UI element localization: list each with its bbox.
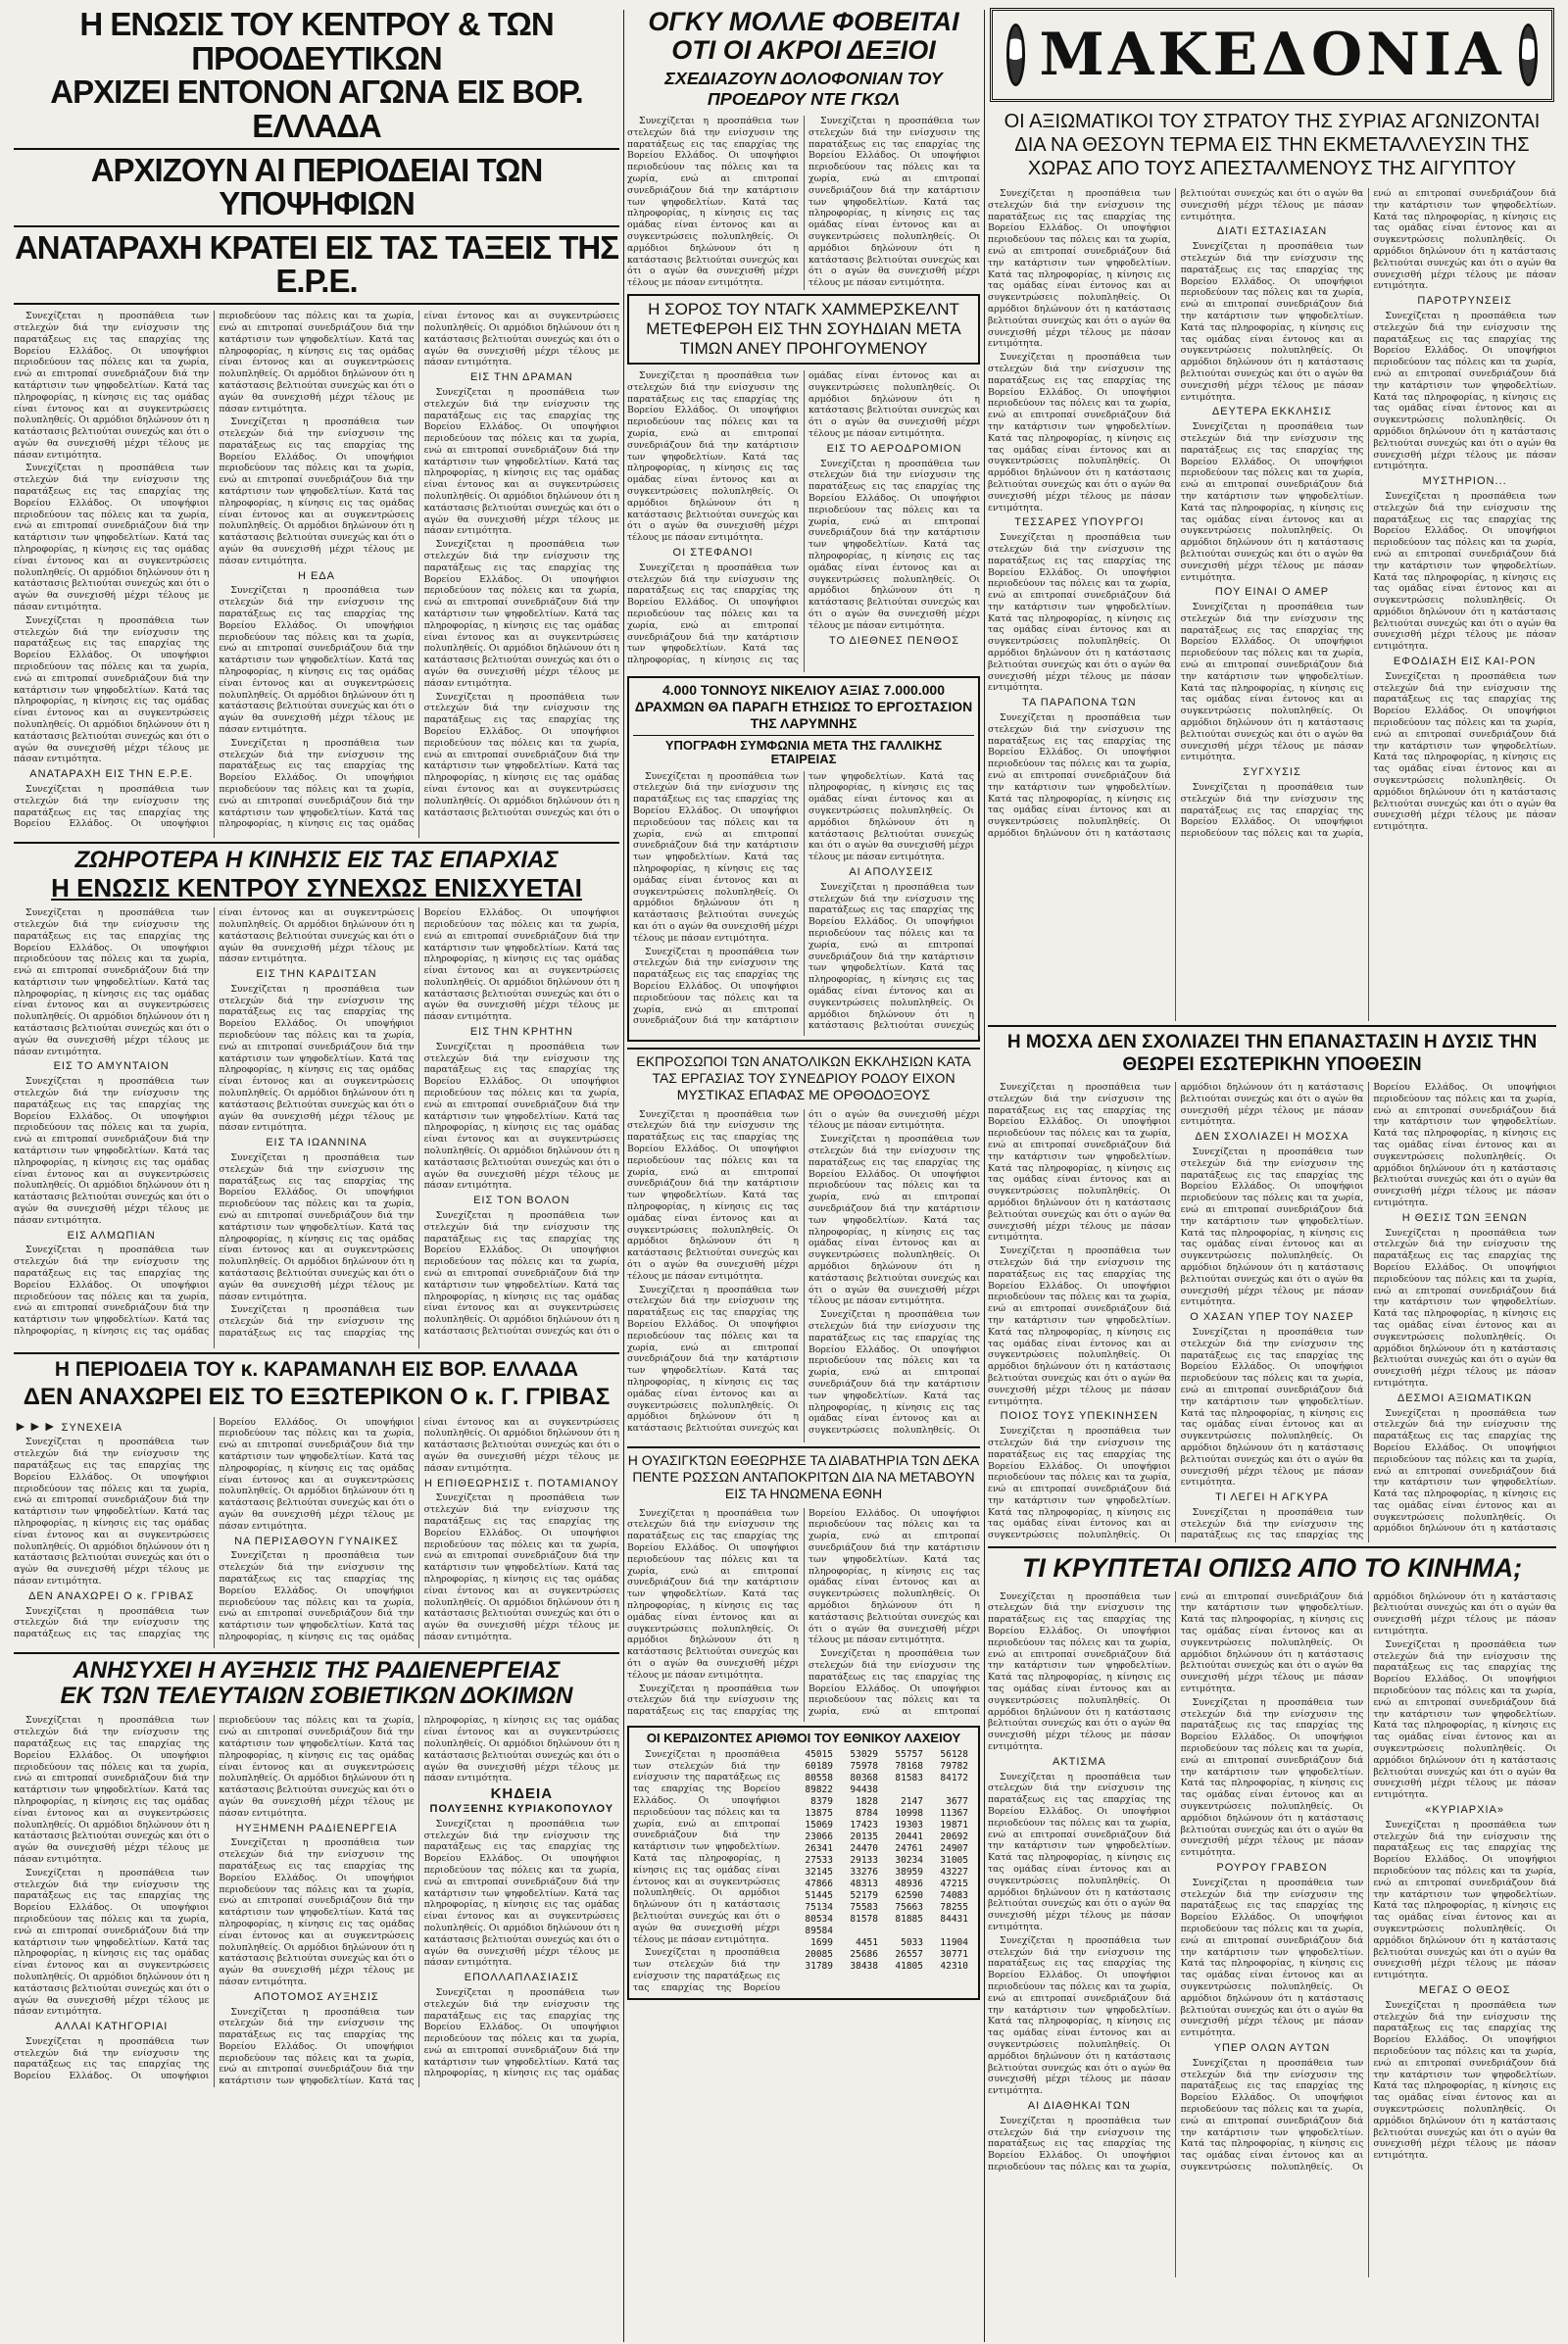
continued-label	[14, 1417, 209, 1435]
article-paragraph: Συνεχίζεται η προσπάθεια των στελεχών διά την ενίσχυσιν της παρατάξεως εις τας επαρχίας της Βορείου Ελλάδος. Οι υποψήφιοι περιοδεύουν τας πόλεις και τα χωρία, ενώ αι επιτροπαί συνεδριάζουν διά την κατάρτισιν των ψηφοδελτίων. Κατά τας πληροφορίας, η κίνησις εις τας ομάδας είναι έντονος και αι συγκεντρώσεις πολυπληθείς. Οι αρμόδιοι δηλώνουν ότι η κατάστασις βελτιούται συνεχώς και ότι ο αγών θα συνεχισθή μέχρι τέλους με πάσαν εντιμότητα.	[219, 1715, 619, 2087]
section-subhead: ΤΕΣΣΑΡΕΣ ΥΠΟΥΡΓΟΙ	[1014, 516, 1145, 529]
headline-gaullism: ΟΓΚΥ ΜΟΛΛΕ ΦΟΒΕΙΤΑΙ ΟΤΙ ΟΙ ΑΚΡΟΙ ΔΕΞΙΟΙ	[648, 7, 959, 65]
lottery-number: 74083	[940, 1889, 968, 1901]
lottery-number: 80558	[805, 1772, 833, 1783]
article-paragraph: Συνεχίζεται η προσπάθεια των στελεχών διά την ενίσχυσιν της παρατάξεως εις τας επαρχίας της Βορείου Ελλάδος. Οι υποψήφιοι περιοδεύουν τας πόλεις και τα χωρία, ενώ αι επιτροπαί συνεδριάζουν διά την κατάρτισιν των ψηφοδελτίων. Κατά τας πληροφορίας, η κίνησις εις τας ομάδας είναι έντονος και αι συγκεντρώσεις πολυπληθείς. Οι αρμόδιοι δηλώνουν ότι η κατάστασις βελτιούται συνεχώς	[808, 881, 974, 1032]
headline-movement: ΤΙ ΚΡΥΠΤΕΤΑΙ ΟΠΙΣΩ ΑΠΟ ΤΟ ΚΙΝΗΜΑ;	[1021, 1553, 1523, 1583]
lottery-number: 23066	[805, 1831, 833, 1842]
section-subhead: ΕΙΣ ΤΟ ΑΕΡΟΔΡΟΜΙΟΝ	[826, 442, 962, 455]
middle-column	[627, 0, 980, 2344]
lead-headline-1: Η ΕΝΩΣΙΣ ΤΟΥ ΚΕΝΤΡΟΥ & ΤΩΝ ΠΡΟΟΔΕΥΤΙΚΩΝ	[79, 6, 554, 76]
lottery-number: 56128	[940, 1748, 968, 1760]
lottery-number: 26341	[805, 1842, 833, 1854]
article-paragraph: Συνεχίζεται η προσπάθεια των στελεχών διά την ενίσχυσιν της παρατάξεως εις τας επαρχίας της Βορείου Ελλάδος. Οι υποψήφιοι περιοδεύουν τας πόλεις και τα χωρία, ενώ αι επιτροπαί συνεδριάζουν διά την κατάρτισιν των ψηφοδελτίων. Κατά τας πληροφορίας, η κίνησις εις τας ομάδας είναι έντονος και αι συγκεντρώσεις πολυπληθείς. Οι αρμόδιοι δηλώνουν ότι η κατάστασις βελτιούται συνεχώς και ότι ο αγών θα συνεχισθή μέχρι τέλους με πάσαν εντιμότητα.	[14, 1076, 210, 1226]
lottery-number: 78168	[895, 1760, 923, 1772]
column-rule	[623, 10, 624, 2342]
article-paragraph: Συνεχίζεται η προσπάθεια των στελεχών διά την ενίσχυσιν της παρατάξεως εις τας επαρχίας της Βορείου Ελλάδος. Οι υποψήφιοι περιοδεύουν τας πόλεις και τα χωρία, ενώ αι επιτροπαί συνεδριάζουν διά την κατάρτισιν των ψηφοδελτίων. Κατά τας πληροφορίας, η κίνησις εις τας ομάδας είναι έντονος και αι συγκεντρώσεις πολυπληθείς. Οι αρμόδιοι δηλώνουν ότι η κατάστασις βελτιούται συνεχώς και ότι ο αγών θα συνεχισθή μέχρι τέλους με πάσαν εντιμότητα.	[219, 311, 619, 830]
article-paragraph: Συνεχίζεται η προσπάθεια των στελεχών διά την ενίσχυσιν της παρατάξεως εις τας επαρχίας της Βορείου Ελλάδος. Οι υποψήφιοι περιοδεύουν τας πόλεις και τα χωρία, ενώ αι επιτροπαί συνεδριάζουν διά την κατάρτισιν των ψηφοδελτίων. Κατά τας πληροφορίας, η κίνησις εις τας ομάδας είναι έντονος και αι συγκεντρώσεις πολυπληθείς. Οι αρμόδιοι δηλώνουν ότι η κατάστασις βελτιούται συνεχώς και ότι ο αγών θα συνεχισθή μέχρι τέλους με πάσαν εντιμότητα.	[1373, 670, 1556, 833]
section-subhead: ΑΙ ΑΠΟΛΥΣΕΙΣ	[849, 865, 934, 878]
section-subhead: ΕΙΣ ΑΛΜΩΠΙΑΝ	[67, 1229, 156, 1242]
lead-headline-2: ΑΡΧΙΖΕΙ ΕΝΤΟΝΟΝ ΑΓΩΝΑ ΕΙΣ ΒΟΡ. ΕΛΛΑΔΑ	[50, 73, 583, 144]
section-subhead: ΔΕΥΤΕΡΑ ΕΚΚΛΗΣΙΣ	[1211, 406, 1333, 418]
article-paragraph: Συνεχίζεται η προσπάθεια των στελεχών διά την ενίσχυσιν της παρατάξεως εις τας επαρχίας της Βορείου Ελλάδος. Οι υποψήφιοι περιοδεύουν τας πόλεις και τα χωρία, ενώ αι επιτροπαί συνεδριάζουν διά την κατάρτισιν των ψηφοδελτίων. Κατά τας πληροφορίας, η κίνησις εις τας ομάδας είναι έντονος και αι συγκεντρώσεις πολυπληθείς. Οι αρμόδιοι δηλώνουν ότι η κατάστασις βελτιούται συνεχώς και ότι ο αγών θα συνεχισθή μέχρι τέλους με πάσαν εντιμότητα.	[808, 458, 980, 631]
lottery-row	[788, 1937, 968, 1949]
lottery-number: 48313	[850, 1878, 878, 1889]
article-paragraph: Συνεχίζεται η προσπάθεια των στελεχών διά την ενίσχυσιν της παρατάξεως εις τας επαρχίας της Βορείου Ελλάδος. Οι υποψήφιοι περιοδεύουν τας πόλεις και τα χωρία, ενώ αι επιτροπαί συνεδριάζουν διά την κατάρτισιν των ψηφοδελτίων. Κατά τας πληροφορίας, η κίνησις εις τας ομάδας είναι έντονος και αι συγκεντρώσεις πολυπληθείς. Οι αρμόδιοι δηλώνουν ότι η κατάστασις βελτιούται συνεχώς και ότι ο αγών θα συνεχισθή μέχρι τέλους με πάσαν εντιμότητα.	[1373, 1638, 1556, 1801]
moscow-article-body	[988, 1082, 1556, 1542]
article-paragraph: Συνεχίζεται η προσπάθεια των στελεχών διά την ενίσχυσιν της παρατάξεως εις τας επαρχίας της Βορείου Ελλάδος. Οι υποψήφιοι περιοδεύουν τας πόλεις και τα χωρία, ενώ αι επιτροπαί συνεδριάζουν διά την κατάρτισιν των ψηφοδελτίων. Κατά τας πληροφορίας, η κίνησις εις τας ομάδας είναι έντονος και αι συγκεντρώσεις πολυπληθείς. Οι αρμόδιοι δηλώνουν ότι η κατάστασις βελτιούται συνεχώς και ότι ο αγών θα συνεχισθή μέχρι τέλους με πάσαν εντιμότητα.	[633, 770, 974, 1027]
section-subhead: Η ΘΕΣΙΣ ΤΩΝ ΞΕΝΩΝ	[1401, 1211, 1528, 1224]
lottery-number: 32145	[805, 1866, 833, 1878]
lottery-number: 20441	[895, 1831, 923, 1842]
lottery-number: 80534	[805, 1913, 833, 1925]
article-paragraph: Συνεχίζεται η προσπάθεια των στελεχών διά την ενίσχυσιν της παρατάξεως εις τας επαρχίας της Βορείου Ελλάδος. Οι υποψήφιοι περιοδεύουν τας πόλεις και τα χωρία, ενώ αι επιτροπαί συνεδριάζουν διά την κατάρτισιν των ψηφοδελτίων. Κατά τας πληροφορίας, η κίνησις εις τας ομάδας είναι έντονος και αι συγκεντρώσεις πολυπληθείς. Οι αρμόδιοι δηλώνουν ότι η κατάστασις βελτιούται συνεχώς και ότι ο αγών θα συνεχισθή μέχρι τέλους με πάσαν εντιμότητα.	[14, 1416, 415, 1640]
lottery-number: 41805	[895, 1960, 923, 1972]
lottery-row	[788, 1843, 968, 1855]
article-paragraph: Συνεχίζεται η προσπάθεια των στελεχών διά την ενίσχυσιν της παρατάξεως εις τας επαρχίας της Βορείου Ελλάδος. Οι υποψήφιοι περιοδεύουν τας πόλεις και τα χωρία, ενώ αι επιτροπαί συνεδριάζουν διά την κατάρτισιν των ψηφοδελτίων. Κατά τας πληροφορίας, η κίνησις εις τας ομάδας είναι έντονος και αι συγκεντρώσεις πολυπληθείς. Οι αρμόδιοι δηλώνουν ότι η κατάστασις βελτιούται συνεχώς και ότι ο αγών θα συνεχισθή μέχρι τέλους με πάσαν εντιμότητα.	[627, 1507, 799, 1681]
article-paragraph: Συνεχίζεται η προσπάθεια των στελεχών διά την ενίσχυσιν της παρατάξεως εις τας επαρχίας της Βορείου Ελλάδος. Οι υποψήφιοι περιοδεύουν τας πόλεις και τα χωρία, ενώ αι επιτροπαί συνεδριάζουν διά την κατάρτισιν των ψηφοδελτίων. Κατά τας πληροφορίας, η κίνησις εις τας ομάδας είναι έντονος και αι συγκεντρώσεις πολυπληθείς. Οι αρμόδιοι δηλώνουν ότι η κατάστασις βελτιούται συνεχώς και ότι ο αγών θα συνεχισθή μέχρι τέλους με πάσαν εντιμότητα.	[219, 983, 415, 1134]
right-column	[988, 110, 1556, 2344]
section-subhead: ΔΕΝ ΑΝΑΧΩΡΕΙ Ο κ. ΓΡΙΒΑΣ	[28, 1589, 195, 1602]
lottery-number: 75134	[805, 1901, 833, 1913]
lottery-number: 47215	[940, 1878, 968, 1889]
article-paragraph: Συνεχίζεται η προσπάθεια των στελεχών διά την ενίσχυσιν της παρατάξεως εις τας επαρχίας της Βορείου Ελλάδος. Οι υποψήφιοι περιοδεύουν τας πόλεις και τα χωρία, ενώ αι επιτροπαί συνεδριάζουν διά την κατάρτισιν των ψηφοδελτίων. Κατά τας πληροφορίας, η κίνησις εις τας ομάδας είναι έντονος και αι συγκεντρώσεις πολυπληθείς. Οι αρμόδιοι δηλώνουν ότι η κατάστασις βελτιούται συνεχώς και ότι ο	[423, 1210, 619, 1337]
lottery-number: 80368	[850, 1772, 878, 1783]
lottery-row	[788, 1867, 968, 1879]
headline-syria: ΟΙ ΑΞΙΩΜΑΤΙΚΟΙ ΤΟΥ ΣΤΡΑΤΟΥ ΤΗΣ ΣΥΡΙΑΣ ΑΓΩΝΙΖΟΝΤΑΙ ΔΙΑ ΝΑ ΘΕΣΟΥΝ ΤΕΡΜΑ ΕΙΣ ΤΗΝ ΕΚΜΕΤΑΛΛΕΥΣΙΝ ΤΗΣ ΧΩΡΑΣ ΑΠΟ ΤΟΥΣ ΑΠΕΣΤΑΛΜΕΝΟΥΣ ΤΗΣ ΑΙΓΥΠΤΟΥ	[1004, 111, 1541, 179]
lottery-number: 81578	[850, 1913, 878, 1925]
article-paragraph: Συνεχίζεται η προσπάθεια των στελεχών διά την ενίσχυσιν της παρατάξεως εις τας επαρχίας της Βορείου Ελλάδος. Οι υποψήφιοι περιοδεύουν τας πόλεις και τα χωρία, ενώ αι επιτροπαί συνεδριάζουν διά την κατάρτισιν των ψηφοδελτίων. Κατά τας πληροφορίας, η κίνησις εις τας ομάδας είναι έντονος και αι συγκεντρώσεις πολυπληθείς. Οι αρμόδιοι δηλώνουν ότι η κατάστασις βελτιούται συνεχώς και ότι ο αγών θα συνεχισθή μέχρι τέλους με πάσαν εντιμότητα.	[1373, 1227, 1556, 1389]
section-subhead: ΑΠΟΤΟΜΟΣ ΑΥΞΗΣΙΣ	[254, 1990, 379, 2003]
article-paragraph: Συνεχίζεται η προσπάθεια των στελεχών διά την ενίσχυσιν της παρατάξεως εις τας επαρχίας της Βορείου Ελλάδος. Οι υποψήφιοι περιοδεύουν τας πόλεις και τα χωρία, ενώ αι επιτροπαί συνεδριάζουν διά την κατάρτισιν των ψηφοδελτίων. Κατά τας πληροφορίας, η κίνησις εις τας ομάδας είναι έντονος και αι συγκεντρώσεις πολυπληθείς. Οι αρμόδιοι δηλώνουν ότι η κατάστασις βελτιούται συνεχώς και ότι ο αγών θα συνεχισθή μέχρι τέλους με πάσαν εντιμότητα.	[423, 1818, 619, 1969]
lottery-number: 30234	[895, 1854, 923, 1866]
section-subhead: ΔΕΝ ΣΧΟΛΙΑΖΕΙ Η ΜΟΣΧΑ	[1195, 1131, 1349, 1144]
lottery-number: 8379	[810, 1795, 833, 1807]
section-subhead: Ο ΧΑΣΑΝ ΥΠΕΡ ΤΟΥ ΝΑΣΕΡ	[1190, 1311, 1354, 1324]
headline-nickel: 4.000 ΤΟΝΝΟΥΣ ΝΙΚΕΛΙΟΥ ΑΞΙΑΣ 7.000.000 ΔΡΑΧΜΩΝ ΘΑ ΠΑΡΑΓΗ ΕΤΗΣΙΩΣ ΤΟ ΕΡΓΟΣΤΑΣΙΟΝ ΤΗΣ ΛΑΡΥΜΝΗΣ	[634, 682, 973, 731]
lottery-number: 94438	[850, 1783, 878, 1795]
lottery-number: 11367	[940, 1807, 968, 1819]
lottery-number: 27533	[805, 1854, 833, 1866]
article-paragraph: Συνεχίζεται η προσπάθεια των στελεχών διά την ενίσχυσιν της παρατάξεως εις τας επαρχίας της Βορείου	[633, 1947, 780, 1993]
lottery-number: 19303	[895, 1819, 923, 1831]
section-subhead: ΡΟΥΡΟΥ ΓΡΑΒΣΟΝ	[1216, 1862, 1328, 1875]
lottery-row	[788, 1961, 968, 1973]
lottery-number: 5033	[901, 1936, 923, 1948]
lottery-row	[788, 1855, 968, 1867]
provinces-article-body	[14, 907, 619, 1348]
divider	[14, 303, 619, 305]
lottery-number: 30771	[940, 1948, 968, 1960]
section-subhead: ΕΠΟΛΛΑΠΛΑΣΙΑΣΙΣ	[464, 1972, 579, 1984]
section-subhead: ΗΥΞΗΜΕΝΗ ΡΑΔΙΕΝΕΡΓΕΙΑ	[235, 1822, 398, 1834]
lottery-row	[788, 1949, 968, 1961]
lottery-row	[788, 1926, 968, 1937]
lottery-number: 25686	[850, 1948, 878, 1960]
lottery-number: 52179	[850, 1889, 878, 1901]
lottery-number: 33276	[850, 1866, 878, 1878]
lottery-number: 47866	[805, 1878, 833, 1889]
lottery-number: 38959	[895, 1866, 923, 1878]
lottery-number: 75663	[895, 1901, 923, 1913]
lottery-number: 29133	[850, 1854, 878, 1866]
headline-agreement: ΥΠΟΓΡΑΦΗ ΣΥΜΦΩΝΙΑ ΜΕΤΑ ΤΗΣ ΓΑΛΛΙΚΗΣ ΕΤΑΙΡΕΙΑΣ	[633, 735, 974, 767]
syria-article-body	[988, 188, 1556, 1021]
lottery-row	[788, 1879, 968, 1890]
lottery-row	[788, 1890, 968, 1902]
article-paragraph: Συνεχίζεται η προσπάθεια των στελεχών διά την ενίσχυσιν της παρατάξεως εις τας επαρχίας της Βορείου Ελλάδος. Οι υποψήφιοι περιοδεύουν τας πόλεις και τα χωρία, ενώ αι επιτροπαί συνεδριάζουν διά την κατάρτισιν των ψηφοδελτίων. Κατά τας πληροφορίας, η κίνησις εις τας ομάδας είναι έντονος και αι συγκεντρώσεις πολυπληθείς. Οι αρμόδιοι δηλώνουν ότι η κατάστασις	[1373, 1407, 1556, 1535]
section-subhead: ΠΟΙΟΣ ΤΟΥΣ ΥΠΕΚΙΝΗΣΕΝ	[1000, 1410, 1159, 1423]
section-subhead: ΥΠΕΡ ΟΛΩΝ ΑΥΤΩΝ	[1213, 2041, 1331, 2054]
section-subhead: ΕΙΣ ΤΗΝ ΚΡΗΤΗΝ	[469, 1026, 573, 1039]
section-subhead: ΜΥΣΤΗΡΙΟΝ...	[1422, 475, 1507, 488]
article-paragraph: Συνεχίζεται η προσπάθεια των στελεχών διά την ενίσχυσιν της παρατάξεως εις τας επαρχίας της Βορείου Ελλάδος. Οι υποψήφιοι περιοδεύουν τας πόλεις και τα χωρία, ενώ αι επιτροπαί συνεδριάζουν διά την κατάρτισιν των ψηφοδελτίων. Κατά τας πληροφορίας, η κίνησις εις τας ομάδας είναι έντονος και αι συγκεντρώσεις πολυπληθείς. Οι αρμόδιοι δηλώνουν ότι η κατάστασις βελτιούται συνεχώς και ότι ο αγών θα συνεχισθή μέχρι τέλους με πάσαν εντιμότητα.	[633, 1748, 780, 1945]
lottery-number: 51445	[805, 1889, 833, 1901]
lottery-number: 26557	[895, 1948, 923, 1960]
article-paragraph: Συνεχίζεται η προσπάθεια των στελεχών διά την ενίσχυσιν της παρατάξεως εις τας επαρχίας της Βορείου Ελλάδος. Οι υποψήφιοι περιοδεύουν τας πόλεις και τα χωρία, ενώ αι επιτροπαί συνεδριάζουν διά την κατάρτισιν των ψηφοδελτίων. Κατά τας πληροφορίας, η κίνησις εις τας ομάδας είναι έντονος και αι συγκεντρώσεις πολυπληθείς. Οι αρμόδιοι δηλώνουν ότι η κατάστασις βελτιούται συνεχώς και ότι ο αγών θα συνεχισθή μέχρι τέλους με πάσαν εντιμότητα.	[14, 1867, 210, 2018]
lottery-number: 89822	[805, 1783, 833, 1795]
lottery-number: 17423	[850, 1819, 878, 1831]
headline-lottery: ΟΙ ΚΕΡΔΙΖΟΝΤΕΣ ΑΡΙΘΜΟΙ ΤΟΥ ΕΘΝΙΚΟΥ ΛΑΧΕΙΟΥ	[646, 1730, 961, 1745]
lottery-number: 20135	[850, 1831, 878, 1842]
article-paragraph: Συνεχίζεται η προσπάθεια των στελεχών διά την ενίσχυσιν της παρατάξεως εις τας επαρχίας της Βορείου Ελλάδος. Οι υποψήφιοι περιοδεύουν τας πόλεις και τα χωρία, ενώ αι επιτροπαί συνεδριάζουν διά την κατάρτισιν των ψηφοδελτίων. Κατά τας πληροφορίας, η κίνησις εις τας ομάδας είναι έντονος και αι συγκεντρώσεις πολυπληθείς. Οι αρμόδιοι δηλώνουν ότι η κατάστασις βελτιούται συνεχώς και ότι ο αγών θα συνεχισθή μέχρι τέλους με πάσαν εντιμότητα.	[423, 1492, 619, 1642]
lottery-number: 42310	[940, 1960, 968, 1972]
section-subhead: ΕΦΟΔΙΑΣΗ ΕΙΣ ΚΑΙ-ΡΟΝ	[1393, 656, 1537, 668]
section-subhead: «ΚΥΡΙΑΡΧΙΑ»	[1425, 1804, 1504, 1817]
article-paragraph: Συνεχίζεται η προσπάθεια των στελεχών διά την ενίσχυσιν της παρατάξεως εις τας επαρχίας της Βορείου Ελλάδος. Οι υποψήφιοι περιοδεύουν τας πόλεις και τα χωρία, ενώ αι επιτροπαί συνεδριάζουν διά την κατάρτισιν των ψηφοδελτίων. Κατά τας πληροφορίας, η κίνησις εις τας ομάδας είναι έντονος και αι συγκεντρώσεις πολυπληθείς. Οι αρμόδιοι δηλώνουν ότι η κατάστασις βελτιούται συνεχώς και ότι ο αγών θα συνεχισθή μέχρι τέλους με πάσαν εντιμότητα.	[988, 1082, 1364, 1541]
headline-karamanlis-tour: Η ΠΕΡΙΟΔΕΙΑ ΤΟΥ κ. ΚΑΡΑΜΑΝΛΗ ΕΙΣ ΒΟΡ. ΕΛΛΑΔΑ	[54, 1358, 579, 1382]
lottery-number: 3677	[946, 1795, 968, 1807]
lottery-number: 84172	[940, 1772, 968, 1783]
article-paragraph: Συνεχίζεται η προσπάθεια των στελεχών διά την ενίσχυσιν της παρατάξεως εις τας επαρχίας της Βορείου Ελλάδος. Οι υποψήφιοι περιοδεύουν τας πόλεις και τα χωρία, ενώ αι επιτροπαί συνεδριάζουν διά την κατάρτισιν των ψηφοδελτίων. Κατά τας πληροφορίας, η κίνησις εις τας ομάδας είναι έντονος και αι συγκεντρώσεις πολυπληθείς. Οι αρμόδιοι δηλώνουν ότι η κατάστασις βελτιούται συνεχώς και ότι ο αγών θα συνεχισθή μέχρι τέλους με πάσαν εντιμότητα.	[14, 1437, 210, 1587]
section-subhead: ΔΕΣΜΟΙ ΑΞΙΩΜΑΤΙΚΩΝ	[1396, 1392, 1533, 1404]
lottery-number: 89584	[805, 1925, 833, 1936]
lottery-number: 31005	[940, 1854, 968, 1866]
lottery-number: 55757	[895, 1748, 923, 1760]
lottery-number: 31789	[805, 1960, 833, 1972]
article-paragraph: Συνεχίζεται η προσπάθεια των στελεχών διά την ενίσχυσιν της παρατάξεως εις τας επαρχίας της Βορείου Ελλάδος. Οι υποψήφιοι περιοδεύουν τας πόλεις και τα χωρία, ενώ αι επιτροπαί συνεδριάζουν διά την κατάρτισιν των ψηφοδελτίων. Κατά τας πληροφορίας, η κίνησις εις τας ομάδας είναι έντονος και αι συγκεντρώσεις πολυπληθείς. Οι αρμόδιοι δηλώνουν ότι η κατάστασις βελτιούται συνεχώς και ότι ο αγών θα συνεχισθή μέχρι τέλους με πάσαν εντιμότητα.	[219, 1152, 415, 1302]
article-paragraph: Συνεχίζεται η προσπάθεια των στελεχών διά την ενίσχυσιν της παρατάξεως εις τας επαρχίας της Βορείου Ελλάδος. Οι υποψήφιοι περιοδεύουν τας πόλεις και τα χωρία, ενώ αι επιτροπαί συνεδριάζουν διά την κατάρτισιν των ψηφοδελτίων. Κατά τας πληροφορίας, η κίνησις εις τας ομάδας είναι έντονος και αι συγκεντρώσεις πολυπληθείς. Οι αρμόδιοι δηλώνουν ότι η κατάστασις βελτιούται συνεχώς και ότι ο αγών θα συνεχισθή μέχρι τέλους με πάσαν εντιμότητα.	[423, 539, 619, 689]
hammarskjold-box	[627, 294, 980, 365]
lottery-row	[788, 1796, 968, 1808]
section-subhead: ΤΑ ΠΑΡΑΠΟΝΑ ΤΩΝ	[1022, 697, 1137, 709]
section-subhead: ΣΥΓΧΥΣΙΣ	[1243, 766, 1301, 779]
lottery-row	[788, 1761, 968, 1773]
article-paragraph: Συνεχίζεται η προσπάθεια των στελεχών διά την ενίσχυσιν της παρατάξεως εις τας επαρχίας της Βορείου Ελλάδος. Οι υποψήφιοι περιοδεύουν τας πόλεις και τα χωρία, ενώ αι επιτροπαί συνεδριάζουν διά την κατάρτισιν των ψηφοδελτίων. Κατά τας πληροφορίας, η κίνησις εις τας ομάδας είναι έντονος και αι συγκεντρώσεις πολυπληθείς. Οι αρμόδιοι δηλώνουν ότι η κατάστασις βελτιούται συνεχώς και ότι ο αγών θα συνεχισθή μέχρι τέλους με πάσαν εντιμότητα.	[219, 1416, 619, 1642]
lottery-number: 45015	[805, 1748, 833, 1760]
article-paragraph: Συνεχίζεται η προσπάθεια των στελεχών διά την ενίσχυσιν της παρατάξεως εις τας επαρχίας της Βορείου Ελλάδος. Οι υποψήφιοι περιοδεύουν τας πόλεις και τα χωρία, ενώ αι επιτροπαί συνεδριάζουν διά την κατάρτισιν των ψηφοδελτίων. Κατά τας πληροφορίας, η κίνησις εις τας ομάδας είναι έντονος και αι συγκεντρώσεις πολυπληθείς. Οι αρμόδιοι δηλώνουν ότι η κατάστασις βελτιούται συνεχώς και ότι ο αγών θα συνεχισθή μέχρι τέλους με πάσαν εντιμότητα.	[14, 614, 210, 765]
article-paragraph: Συνεχίζεται η προσπάθεια των στελεχών διά την ενίσχυσιν της παρατάξεως εις τας επαρχίας της Βορείου Ελλάδος. Οι υποψήφιοι περιοδεύουν τας πόλεις και τα χωρία, ενώ αι επιτροπαί συνεδριάζουν διά την κατάρτισιν των ψηφοδελτίων. Κατά τας πληροφορίας, η κίνησις εις τας ομάδας είναι έντονος και αι συγκεντρώσεις πολυπληθείς. Οι αρμόδιοι δηλώνουν ότι η κατάστασις βελτιούται συνεχώς και ότι ο αγών θα συνεχισθή μέχρι τέλους με πάσαν εντιμότητα.	[808, 1134, 980, 1307]
section-subhead: ΔΙΑΤΙ ΕΣΤΑΣΙΑΣΑΝ	[1216, 225, 1328, 238]
lottery-number: 62590	[895, 1889, 923, 1901]
alexander-medallion-icon	[1519, 24, 1538, 86]
left-column	[14, 0, 619, 2344]
section-subhead: ΕΙΣ ΤΟΝ ΒΟΛΟΝ	[473, 1195, 570, 1207]
article-paragraph: Συνεχίζεται η προσπάθεια των στελεχών διά την ενίσχυσιν της παρατάξεως εις τας επαρχίας της Βορείου Ελλάδος. Οι υποψήφιοι περιοδεύουν τας πόλεις και τα χωρία, ενώ αι επιτροπαί συνεδριάζουν διά την κατάρτισιν των ψηφοδελτίων. Κατά τας πληροφορίας, η κίνησις εις τας ομάδας είναι έντονος και αι συγκεντρώσεις πολυπληθείς. Οι αρμόδιοι δηλώνουν ότι η κατάστασις βελτιούται συνεχώς και ότι ο αγών θα συνεχισθή μέχρι τέλους με πάσαν εντιμότητα.	[988, 1590, 1364, 2173]
lottery-number: 13875	[805, 1807, 833, 1819]
lottery-row	[788, 1820, 968, 1831]
lottery-numbers-table	[788, 1749, 968, 1994]
article-paragraph: Συνεχίζεται η προσπάθεια των στελεχών διά την ενίσχυσιν της παρατάξεως εις τας επαρχίας της Βορείου Ελλάδος. Οι υποψήφιοι περιοδεύουν τας πόλεις και τα χωρία, ενώ αι επιτροπαί συνεδριάζουν διά την κατάρτισιν των ψηφοδελτίων. Κατά τας πληροφορίας, η κίνησις εις τας ομάδας	[423, 1986, 619, 2079]
lottery-number: 20085	[805, 1948, 833, 1960]
article-paragraph: Συνεχίζεται η προσπάθεια των στελεχών διά την ενίσχυσιν της παρατάξεως εις τας επαρχίας της Βορείου Ελλάδος. Οι υποψήφιοι περιοδεύουν τας πόλεις και τα χωρία, ενώ αι επιτροπαί συνεδριάζουν διά την κατάρτισιν των ψηφοδελτίων. Κατά τας πληροφορίας, η κίνησις εις τας ομάδας είναι έντονος και αι συγκεντρώσεις πολυπληθείς. Οι αρμόδιοι δηλώνουν ότι η κατάστασις βελτιούται συνεχώς και ότι ο αγών θα συνεχισθή μέχρι τέλους με πάσαν εντιμότητα.	[627, 370, 980, 666]
headline-hammarskjold: Η ΣΟΡΟΣ ΤΟΥ ΝΤΑΓΚ ΧΑΜΜΕΡΣΚΕΛΝΤ ΜΕΤΕΦΕΡΘΗ ΕΙΣ ΤΗΝ ΣΟΥΗΔΙΑΝ ΜΕΤΑ ΤΙΜΩΝ ΑΝΕΥ ΠΡΟΗΓΟΥΜΕΝΟΥ	[646, 300, 961, 358]
section-subhead: ΕΙΣ ΤΗΝ ΚΑΡΔΙΤΣΑΝ	[256, 968, 377, 981]
lottery-number: 15069	[805, 1819, 833, 1831]
article-paragraph: Συνεχίζεται η προσπάθεια των στελεχών διά την ενίσχυσιν της παρατάξεως εις τας επαρχίας της Βορείου Ελλάδος. Οι υποψήφιοι περιοδεύουν τας πόλεις και τα χωρία, ενώ αι επιτροπαί συνεδριάζουν διά την κατάρτισιν των ψηφοδελτίων. Κατά τας πληροφορίας, η κίνησις εις τας ομάδας είναι έντονος και αι συγκεντρώσεις πολυπληθείς. Οι αρμόδιοι δηλώνουν ότι η κατάστασις βελτιούται συνεχώς και ότι ο αγών θα συνεχισθή μέχρι τέλους με πάσαν εντιμότητα.	[633, 770, 799, 944]
movement-article-body	[988, 1591, 1556, 2277]
article-paragraph: Συνεχίζεται η προσπάθεια των στελεχών διά την ενίσχυσιν της παρατάξεως εις τας επαρχίας της Βορείου Ελλάδος. Οι υποψήφιοι περιοδεύουν τας πόλεις και τα χωρία, ενώ αι επιτροπαί συνεδριάζουν διά την κατάρτισιν των ψηφοδελτίων. Κατά τας πληροφορίας, η κίνησις εις τας ομάδας είναι έντονος και αι συγκεντρώσεις πολυπληθείς. Οι αρμόδιοι δηλώνουν ότι η κατάστασις βελτιούται συνεχώς και ότι ο αγών θα συνεχισθή μέχρι τέλους με πάσαν εντιμότητα.	[627, 370, 799, 544]
article-paragraph: Συνεχίζεται η προσπάθεια των στελεχών διά την ενίσχυσιν της παρατάξεως εις τας επαρχίας της Βορείου Ελλάδος. Οι υποψήφιοι περιοδεύουν τας πόλεις και τα χωρία, ενώ αι επιτροπαί συνεδριάζουν διά την κατάρτισιν των ψηφοδελτίων. Κατά τας πληροφορίας, η κίνησις εις τας ομάδας είναι έντονος και αι συγκεντρώσεις πολυπληθείς. Οι αρμόδιοι δηλώνουν ότι η κατάστασις βελτιούται συνεχώς και ότι ο αγών θα συνεχισθή μέχρι τέλους με πάσαν εντιμότητα.	[627, 1507, 980, 1718]
lottery-number: 38438	[850, 1960, 878, 1972]
section-subhead: ΤΟ ΔΙΕΘΝΕΣ ΠΕΝΘΟΣ	[828, 634, 960, 647]
lottery-number: 8784	[856, 1807, 878, 1819]
lead-headline-4: ΑΝΑΤΑΡΑΧΗ ΚΡΑΤΕΙ ΕΙΣ ΤΑΣ ΤΑΞΕΙΣ ΤΗΣ Ε.Ρ.Ε.	[14, 228, 619, 300]
article-paragraph: Συνεχίζεται η προσπάθεια των στελεχών διά την ενίσχυσιν της παρατάξεως εις τας επαρχίας της Βορείου Ελλάδος. Οι υποψήφιοι περιοδεύουν τας πόλεις και τα χωρία, ενώ αι επιτροπαί συνεδριάζουν διά την κατάρτισιν των ψηφοδελτίων. Κατά τας πληροφορίας, η κίνησις εις τας ομάδας είναι έντονος και αι συγκεντρώσεις πολυπληθείς. Οι αρμόδιοι δηλώνουν ότι η κατάστασις βελτιούται συνεχώς και ότι ο αγών θα συνεχισθή μέχρι τέλους με πάσαν εντιμότητα.	[627, 1108, 799, 1282]
article-paragraph: Συνεχίζεται η προσπάθεια των στελεχών διά την ενίσχυσιν της παρατάξεως εις τας επαρχίας της Βορείου Ελλάδος. Οι υποψήφιοι περιοδεύουν τας πόλεις και τα χωρία, ενώ αι επιτροπαί συνεδριάζουν διά την κατάρτισιν των ψηφοδελτίων. Κατά τας πληροφορίας, η κίνησις εις τας ομάδας είναι έντονος και αι συγκεντρώσεις πολυπληθείς. Οι αρμόδιοι δηλώνουν ότι η κατάστασις βελτιούται συνεχώς και ότι ο αγών θα συνεχισθή μέχρι τέλους με πάσαν εντιμότητα.	[1180, 1082, 1556, 1541]
section-subhead: ΝΑ ΠΕΡΙΣΑΘΟΥΝ ΓΥΝΑΙΚΕΣ	[234, 1535, 399, 1547]
section-subhead: ΑΚΤΙΣΜΑ	[1052, 1755, 1106, 1768]
lottery-row	[788, 1749, 968, 1761]
article-paragraph: Συνεχίζεται η προσπάθεια των στελεχών διά την ενίσχυσιν της παρατάξεως εις τας επαρχίας της Βορείου Ελλάδος. Οι υποψήφιοι περιοδεύουν τας πόλεις και τα χωρία, ενώ αι επιτροπαί συνεδριάζουν διά την κατάρτισιν των ψηφοδελτίων. Κατά τας πληροφορίας, η κίνησις εις τας ομάδας είναι έντονος και αι συγκεντρώσεις πολυπληθείς. Οι αρμόδιοι δηλώνουν ότι η κατάστασις βελτιούται συνεχώς και ότι ο αγών θα συνεχισθή μέχρι τέλους με πάσαν εντιμότητα.	[1373, 490, 1556, 653]
article-paragraph: Συνεχίζεται η προσπάθεια των στελεχών διά την ενίσχυσιν της παρατάξεως εις τας επαρχίας της Βορείου Ελλάδος. Οι υποψήφιοι περιοδεύουν τας πόλεις και τα χωρία, ενώ αι επιτροπαί συνεδριάζουν διά την κατάρτισιν των ψηφοδελτίων. Κατά τας πληροφορίας, η κίνησις εις τας ομάδας είναι έντονος και αι συγκεντρώσεις πολυπληθείς. Οι αρμόδιοι δηλώνουν ότι η κατάστασις βελτιούται συνεχώς και ότι ο αγών θα συνεχισθή μέχρι τέλους με πάσαν εντιμότητα.	[423, 386, 619, 537]
section-subhead: ΑΛΛΑΙ ΚΑΤΗΓΟΡΙΑΙ	[54, 2021, 169, 2033]
headline-eastern-churches: ΕΚΠΡΟΣΩΠΟΙ ΤΩΝ ΑΝΑΤΟΛΙΚΩΝ ΕΚΚΛΗΣΙΩΝ ΚΑΤΑ ΤΑΣ ΕΡΓΑΣΙΑΣ ΤΟΥ ΣΥΝΕΔΡΙΟΥ ΡΟΔΟΥ ΕΙΧΟΝ ΜΥΣΤΙΚΑΣ ΕΠΑΦΑΣ ΜΕ ΟΡΘΟΔΟΞΟΥΣ	[636, 1052, 971, 1102]
lottery-number: 10998	[895, 1807, 923, 1819]
lottery-number: 2147	[901, 1795, 923, 1807]
article-paragraph: Συνεχίζεται η προσπάθεια των στελεχών διά την ενίσχυσιν της παρατάξεως εις τας επαρχίας της Βορείου Ελλάδος. Οι υποψήφιοι περιοδεύουν τας πόλεις και τα χωρία, ενώ αι επιτροπαί συνεδριάζουν διά την κατάρτισιν των ψηφοδελτίων. Κατά τας πληροφορίας, η κίνησις εις τας ομάδας είναι έντονος και αι συγκεντρώσεις πολυπληθείς. Οι αρμόδιοι δηλώνουν ότι η κατάστασις βελτιούται συνεχώς και ότι ο αγών θα συνεχισθή μέχρι τέλους με πάσαν εντιμότητα.	[988, 1934, 1171, 2097]
funeral-heading: ΚΗΔΕΙΑ	[490, 1785, 554, 1803]
article-paragraph: Συνεχίζεται η προσπάθεια των στελεχών διά την ενίσχυσιν της παρατάξεως εις τας επαρχίας της Βορείου Ελλάδος. Οι υποψήφιοι περιοδεύουν τας πόλεις και τα χωρία, ενώ αι επιτροπαί συνεδριάζουν διά την κατάρτισιν των ψηφοδελτίων. Κατά τας πληροφορίας, η κίνησις εις τας ομάδας είναι έντονος και αι συγκεντρώσεις πολυπληθείς. Οι αρμόδιοι δηλώνουν ότι η κατάστασις βελτιούται συνεχώς και ότι ο αγών θα συνεχισθή μέχρι τέλους με πάσαν εντιμότητα.	[14, 907, 210, 1057]
article-paragraph: Συνεχίζεται η προσπάθεια των στελεχών διά την ενίσχυσιν της παρατάξεως εις τας επαρχίας της Βορείου Ελλάδος. Οι υποψήφιοι περιοδεύουν τας πόλεις και τα χωρία, ενώ αι επιτροπαί συνεδριάζουν διά την κατάρτισιν των ψηφοδελτίων. Κατά τας πληροφορίας, η κίνησις εις τας ομάδας είναι έντονος και αι συγκεντρώσεις πολυπληθείς. Οι αρμόδιοι δηλώνουν ότι η κατάστασις βελτιούται συνεχώς και ότι ο αγών θα συνεχισθή μέχρι τέλους με πάσαν εντιμότητα.	[1180, 1590, 1556, 2173]
churches-article-body	[627, 1109, 980, 1442]
lottery-number: 48936	[895, 1878, 923, 1889]
section-subhead: ΑΝΑΤΑΡΑΧΗ ΕΙΣ ΤΗΝ Ε.Ρ.Ε.	[29, 768, 194, 781]
article-paragraph: Συνεχίζεται η προσπάθεια των στελεχών διά την ενίσχυσιν της παρατάξεως εις τας επαρχίας της Βορείου Ελλάδος. Οι υποψήφιοι περιοδεύουν τας πόλεις και τα χωρία, ενώ αι επιτροπαί συνεδριάζουν διά την κατάρτισιν των ψηφοδελτίων. Κατά τας πληροφορίας, η κίνησις εις τας ομάδας είναι έντονος και αι συγκεντρώσεις πολυπληθείς. Οι αρμόδιοι δηλώνουν ότι η κατάστασις βελτιούται συνεχώς και ότι ο αγών θα συνεχισθή μέχρι τέλους με πάσαν εντιμότητα.	[988, 188, 1171, 350]
lottery-number: 81583	[895, 1772, 923, 1783]
section-subhead: ΟΙ ΣΤΕΦΑΝΟΙ	[672, 546, 754, 559]
article-paragraph: Συνεχίζεται η προσπάθεια των στελεχών διά την ενίσχυσιν της παρατάξεως εις τας επαρχίας της Βορείου Ελλάδος. Οι υποψήφιοι περιοδεύουν τας πόλεις και τα χωρία, ενώ αι επιτροπαί συνεδριάζουν διά την κατάρτισιν των ψηφοδελτίων. Κατά τας πληροφορίας, η κίνησις εις τας ομάδας είναι έντονος και αι συγκεντρώσεις πολυπληθείς. Οι αρμόδιοι δηλώνουν ότι η κατάστασις βελτιούται συνεχώς και ότι ο	[423, 691, 619, 818]
lottery-number: 78255	[940, 1901, 968, 1913]
lottery-number: 84431	[940, 1913, 968, 1925]
article-paragraph: Συνεχίζεται η προσπάθεια των στελεχών διά την ενίσχυσιν της παρατάξεως εις τας επαρχίας της Βορείου Ελλάδος. Οι υποψήφιοι περιοδεύουν τας πόλεις και τα χωρία, ενώ αι επιτροπαί συνεδριάζουν διά την κατάρτισιν των ψηφοδελτίων. Κατά τας πληροφορίας, η κίνησις εις τας ομάδας είναι έντονος και αι συγκεντρώσεις πολυπληθείς. Οι αρμόδιοι δηλώνουν ότι η κατάστασις βελτιούται συνεχώς και ότι ο αγών θα συνεχισθή μέχρι τέλους με πάσαν εντιμότητα.	[1373, 1999, 1556, 2162]
article-paragraph: Συνεχίζεται η προσπάθεια των στελεχών διά την ενίσχυσιν της παρατάξεως εις τας επαρχίας της Βορείου Ελλάδος. Οι υποψήφιοι περιοδεύουν τας πόλεις και τα χωρία, ενώ αι επιτροπαί συνεδριάζουν διά την κατάρτισιν των ψηφοδελτίων. Κατά τας πληροφορίας, η κίνησις εις τας ομάδας είναι έντονος και αι συγκεντρώσεις πολυπληθείς. Οι αρμόδιοι δηλώνουν ότι η κατάστασις βελτιούται συνεχώς και ότι ο αγών θα συνεχισθή μέχρι τέλους με πάσαν εντιμότητα.	[219, 1837, 415, 1987]
section-subhead: ΠΑΡΟΤΡΥΝΣΕΙΣ	[1417, 295, 1512, 308]
article-paragraph: Συνεχίζεται η προσπάθεια των στελεχών διά την ενίσχυσιν της παρατάξεως εις τας επαρχίας της Βορείου Ελλάδος. Οι υποψήφιοι περιοδεύουν τας πόλεις και τα χωρία, ενώ αι επιτροπαί συνεδριάζουν διά την κατάρτισιν των ψηφοδελτίων. Κατά τας πληροφορίας, η κίνησις εις τας ομάδας είναι έντονος και αι συγκεντρώσεις πολυπληθείς. Οι αρμόδιοι δηλώνουν ότι η κατάστασις βελτιούται συνεχώς και ότι ο αγών θα συνεχισθή μέχρι τέλους με πάσαν εντιμότητα.	[219, 416, 415, 566]
article-paragraph: Συνεχίζεται η προσπάθεια των στελεχών διά την ενίσχυσιν της παρατάξεως εις τας επαρχίας της Βορείου Ελλάδος. Οι υποψήφιοι περιοδεύουν τας πόλεις και τα χωρία, ενώ αι επιτροπαί	[808, 1648, 980, 1718]
article-paragraph: Συνεχίζεται η προσπάθεια των στελεχών διά την ενίσχυσιν της παρατάξεως εις τας επαρχίας της Βορείου Ελλάδος. Οι υποψήφιοι περιοδεύουν τας πόλεις και τα χωρία, ενώ αι επιτροπαί συνεδριάζουν διά την κατάρτισιν των ψηφοδελτίων. Κατά τας πληροφορίας, η κίνησις εις τας ομάδας είναι έντονος και αι συγκεντρώσεις πολυπληθείς. Οι αρμόδιοι δηλώνουν ότι η κατάστασις βελτιούται συνεχώς και ότι ο αγών θα συνεχισθή μέχρι τέλους με πάσαν εντιμότητα.	[627, 116, 799, 289]
passports-article-body	[627, 1508, 980, 1722]
lottery-row	[788, 1808, 968, 1820]
newspaper-title: ΜΑΚΕΔΟΝΙΑ	[1039, 21, 1505, 89]
article-paragraph: Συνεχίζεται η προσπάθεια των στελεχών διά την ενίσχυσιν της παρατάξεως εις τας επαρχίας της Βορείου Ελλάδος. Οι υποψήφιοι περιοδεύουν τας πόλεις και τα χωρία, ενώ αι επιτροπαί συνεδριάζουν διά την κατάρτισιν των ψηφοδελτίων. Κατά τας πληροφορίας, η κίνησις εις τας ομάδας είναι έντονος και αι συγκεντρώσεις πολυπληθείς. Οι αρμόδιοι δηλώνουν ότι η κατάστασις βελτιούται συνεχώς και ότι ο αγών θα συνεχισθή μέχρι τέλους με πάσαν εντιμότητα.	[219, 585, 415, 736]
article-paragraph: Συνεχίζεται η προσπάθεια των στελεχών διά την ενίσχυσιν της παρατάξεως εις τας επαρχίας της Βορείου Ελλάδος. Οι υποψήφιοι περιοδεύουν τας πόλεις και τα χωρία, ενώ αι επιτροπαί συνεδριάζουν διά την κατάρτισιν των ψηφοδελτίων. Κατά τας πληροφορίας, η κίνησις εις τας ομάδας είναι έντονος και αι συγκεντρώσεις πολυπληθείς. Οι αρμόδιοι δηλώνουν ότι η κατάστασις βελτιούται συνεχώς και ότι ο αγών θα συνεχισθή μέχρι τέλους με πάσαν εντιμότητα.	[14, 907, 415, 1337]
article-paragraph: Συνεχίζεται η προσπάθεια των στελεχών διά την ενίσχυσιν της παρατάξεως εις τας επαρχίας της Βορείου Ελλάδος. Οι υποψήφιοι περιοδεύουν τας πόλεις και τα χωρία, ενώ αι επιτροπαί συνεδριάζουν διά την κατάρτισιν των ψηφοδελτίων. Κατά τας πληροφορίας, η κίνησις εις τας ομάδας είναι έντονος και αι συγκεντρώσεις πολυπληθείς. Οι αρμόδιοι δηλώνουν ότι η κατάστασις βελτιούται συνεχώς και ότι ο αγών θα συνεχισθή μέχρι τέλους με πάσαν εντιμότητα.	[988, 1245, 1171, 1407]
lottery-number: 75583	[850, 1901, 878, 1913]
article-paragraph: Συνεχίζεται η προσπάθεια των στελεχών διά την ενίσχυσιν της παρατάξεως εις τας επαρχίας της Βορείου Ελλάδος. Οι υποψήφιοι περιοδεύουν τας πόλεις και τα χωρία, ενώ αι επιτροπαί συνεδριάζουν διά την κατάρτισιν των ψηφοδελτίων. Κατά τας πληροφορίας, η κίνησις εις τας ομάδας είναι έντονος και αι συγκεντρώσεις πολυπληθείς. Οι αρμόδιοι δηλώνουν ότι η κατάστασις βελτιούται συνεχώς και ότι ο αγών θα συνεχισθή μέχρι τέλους με πάσαν εντιμότητα.	[1180, 421, 1364, 583]
article-paragraph: Συνεχίζεται η προσπάθεια των στελεχών διά την ενίσχυσιν της παρατάξεως εις τας επαρχίας της Βορείου Ελλάδος. Οι υποψήφιοι περιοδεύουν τας πόλεις και τα χωρία, ενώ αι επιτροπαί συνεδριάζουν διά την κατάρτισιν των ψηφοδελτίων. Κατά τας πληροφορίας, η κίνησις εις τας ομάδας είναι έντονος και αι συγκεντρώσεις πολυπληθείς. Οι αρμόδιοι δηλώνουν ότι η κατάστασις βελτιούται συνεχώς και ότι ο αγών θα συνεχισθή μέχρι τέλους με πάσαν εντιμότητα.	[1373, 310, 1556, 472]
section-subhead: ΕΙΣ ΤΟ ΑΜΥΝΤΑΙΟΝ	[53, 1060, 170, 1073]
article-paragraph: Συνεχίζεται η προσπάθεια των στελεχών διά την ενίσχυσιν της παρατάξεως εις τας επαρχίας της Βορείου Ελλάδος. Οι υποψήφιοι περιοδεύουν τας πόλεις και τα χωρία, ενώ αι επιτροπαί συνεδριάζουν διά την κατάρτισιν των ψηφοδελτίων. Κατά τας πληροφορίας, η κίνησις εις τας ομάδας είναι έντονος και αι συγκεντρώσεις πολυπληθείς. Οι αρμόδιοι δηλώνουν ότι η κατάστασις βελτιούται συνεχώς και ότι ο αγών θα συνεχισθή μέχρι τέλους με πάσαν εντιμότητα.	[1180, 188, 1556, 840]
lottery-box	[627, 1726, 980, 2000]
article-paragraph: Συνεχίζεται η προσπάθεια των στελεχών διά την ενίσχυσιν της παρατάξεως εις τας επαρχίας της Βορείου Ελλάδος. Οι υποψήφιοι περιοδεύουν τας πόλεις και τα χωρία, ενώ αι επιτροπαί συνεδριάζουν διά την κατάρτισιν των ψηφοδελτίων. Κατά τας πληροφορίας, η κίνησις εις τας ομάδας είναι έντονος και αι συγκεντρώσεις πολυπληθείς. Οι αρμόδιοι δηλώνουν ότι η κατάστασις βελτιούται συνεχώς και ότι ο αγών θα συνεχισθή μέχρι τέλους με πάσαν εντιμότητα.	[14, 311, 210, 461]
article-paragraph: Συνεχίζεται η προσπάθεια των στελεχών διά την ενίσχυσιν της παρατάξεως εις τας επαρχίας της Βορείου Ελλάδος. Οι υποψήφιοι περιοδεύουν τας πόλεις και τα χωρία, ενώ αι επιτροπαί συνεδριάζουν διά την κατάρτισιν των ψηφοδελτίων. Κατά τας πληροφορίας, η κίνησις εις τας ομάδας είναι έντονος και αι συγκεντρώσεις πολυπληθείς. Οι αρμόδιοι δηλώνουν ότι η κατάστασις βελτιούται συνεχώς και ότι ο αγών θα συνεχισθή μέχρι τέλους με πάσαν εντιμότητα.	[1180, 1696, 1364, 1859]
article-paragraph: Συνεχίζεται η προσπάθεια των στελεχών διά την ενίσχυσιν της παρατάξεως εις τας επαρχίας της Βορείου Ελλάδος. Οι υποψήφιοι περιοδεύουν τας πόλεις και τα χωρία, ενώ αι επιτροπαί συνεδριάζουν διά την κατάρτισιν των ψηφοδελτίων. Κατά τας πληροφορίας, η κίνησις εις τας ομάδας είναι έντονος και αι συγκεντρώσεις πολυπληθείς. Οι αρμόδιοι δηλώνουν ότι η κατάστασις βελτιούται συνεχώς και ότι ο αγών θα συνεχισθή μέχρι τέλους με πάσαν εντιμότητα.	[988, 1590, 1171, 1753]
article-paragraph: Συνεχίζεται η προσπάθεια των στελεχών διά την ενίσχυσιν της παρατάξεως εις τας επαρχίας της Βορείου Ελλάδος. Οι υποψήφιοι περιοδεύουν τας πόλεις και τα χωρία, ενώ αι επιτροπαί συνεδριάζουν διά την κατάρτισιν των ψηφοδελτίων. Κατά τας πληροφορίας, η κίνησις εις τας ομάδας είναι έντονος και αι συγκεντρώσεις πολυπληθείς. Οι αρμόδιοι δηλώνουν ότι η κατάστασις βελτιούται συνεχώς και ότι ο αγών θα συνεχισθή μέχρι τέλους με πάσαν εντιμότητα.	[14, 1715, 415, 2082]
headline-moscow: Η ΜΟΣΧΑ ΔΕΝ ΣΧΟΛΙΑΖΕΙ ΤΗΝ ΕΠΑΝΑΣΤΑΣΙΝ Η ΔΥΣΙΣ ΤΗΝ ΘΕΩΡΕΙ ΕΣΩΤΕΡΙΚΗΝ ΥΠΟΘΕΣΙΝ	[1006, 1032, 1538, 1075]
section-subhead: Η ΕΠΙΘΕΩΡΗΣΙΣ τ. ΠΟΤΑΜΙΑΝΟΥ	[423, 1477, 619, 1489]
gaulle-article-body	[627, 116, 980, 290]
article-paragraph: Συνεχίζεται η προσπάθεια των στελεχών διά την ενίσχυσιν της παρατάξεως εις τας επαρχίας της Βορείου Ελλάδος. Οι υποψήφιοι περιοδεύουν τας πόλεις και τα χωρία, ενώ αι επιτροπαί συνεδριάζουν διά την κατάρτισιν των ψηφοδελτίων. Κατά τας πληροφορίας, η κίνησις εις τας ομάδας είναι έντονος και αι συγκεντρώσεις πολυπληθείς. Οι αρμόδιοι δηλώνουν ότι η κατάστασις βελτιούται συνεχώς και ότι ο αγών θα συνεχισθή μέχρι τέλους με πάσαν εντιμότητα.	[627, 1108, 980, 1435]
lottery-number: 24907	[940, 1842, 968, 1854]
headline-soviet-tests: ΕΚ ΤΩΝ ΤΕΛΕΥΤΑΙΩΝ ΣΟΒΙΕΤΙΚΩΝ ΔΟΚΙΜΩΝ	[60, 1682, 573, 1709]
lottery-number: 11904	[940, 1936, 968, 1948]
article-paragraph: Συνεχίζεται η προσπάθεια των στελεχών διά την ενίσχυσιν της παρατάξεως εις τας επαρχίας της Βορείου Ελλάδος. Οι υποψήφιοι περιοδεύουν τας πόλεις και τα χωρία, ενώ αι επιτροπαί συνεδριάζουν διά την κατάρτισιν των ψηφοδελτίων. Κατά τας πληροφορίας, η κίνησις εις τας ομάδας είναι έντονος και αι συγκεντρώσεις πολυπληθείς. Οι αρμόδιοι δηλώνουν ότι η κατάστασις βελτιούται συνεχώς και ότι ο αγών θα συνεχισθή μέχρι τέλους με πάσαν εντιμότητα.	[988, 352, 1171, 513]
article-paragraph: Συνεχίζεται η προσπάθεια των στελεχών διά την ενίσχυσιν της παρατάξεως εις τας επαρχίας της Βορείου Ελλάδος. Οι υποψήφιοι περιοδεύουν τας πόλεις και τα χωρία, ενώ αι επιτροπαί συνεδριάζουν διά την κατάρτισιν των ψηφοδελτίων. Κατά τας πληροφορίας, η κίνησις εις τας ομάδας είναι έντονος και αι συγκεντρώσεις πολυπληθείς. Οι αρμόδιοι δηλώνουν ότι η κατάστασις βελτιούται συνεχώς και ότι ο αγών θα συνεχισθή μέχρι τέλους με πάσαν εντιμότητα.	[14, 463, 210, 613]
lottery-number: 1828	[856, 1795, 878, 1807]
section-subhead: ΑΙ ΔΙΑΘΗΚΑΙ ΤΩΝ	[1027, 2099, 1131, 2112]
article-paragraph: Συνεχίζεται η προσπάθεια των στελεχών διά την ενίσχυσιν της παρατάξεως εις τας επαρχίας της Βορείου Ελλάδος. Οι υποψήφιοι περιοδεύουν τας πόλεις και τα χωρία, ενώ αι επιτροπαί συνεδριάζουν διά την κατάρτισιν των ψηφοδελτίων. Κατά τας πληροφορίας, η κίνησις εις τας ομάδας είναι έντονος και αι συγκεντρώσεις πολυπληθείς. Οι	[808, 1309, 980, 1437]
section-subhead: ΤΙ ΛΕΓΕΙ Η ΑΓΚΥΡΑ	[1215, 1491, 1329, 1504]
lottery-number: 79782	[940, 1760, 968, 1772]
headline-grivas: ΔΕΝ ΑΝΑΧΩΡΕΙ ΕΙΣ ΤΟ ΕΞΩΤΕΡΙΚΟΝ Ο κ. Γ. ΓΡΙΒΑΣ	[23, 1384, 611, 1411]
article-paragraph: Συνεχίζεται η προσπάθεια των στελεχών διά την ενίσχυσιν της παρατάξεως εις τας επαρχίας της Βορείου Ελλάδος. Οι υποψήφιοι περιοδεύουν τας πόλεις και τα χωρία, ενώ αι επιτροπαί συνεδριάζουν διά την κατάρτισιν των ψηφοδελτίων. Κατά τας πληροφορίας, η κίνησις εις τας ομάδας είναι έντονος και αι συγκεντρώσεις πολυπληθείς. Οι αρμόδιοι δηλώνουν ότι η κατάστασις βελτιούται συνεχώς και ότι ο αγών θα συνεχισθή μέχρι τέλους με πάσαν εντιμότητα.	[219, 907, 619, 1339]
lottery-row	[788, 1773, 968, 1784]
article-paragraph: Συνεχίζεται η προσπάθεια των στελεχών διά την ενίσχυσιν της παρατάξεως εις τας επαρχίας της Βορείου Ελλάδος. Οι υποψήφιοι περιοδεύουν τας πόλεις και τα χωρία, ενώ αι επιτροπαί συνεδριάζουν διά την κατάρτισιν των ψηφοδελτίων. Κατά τας πληροφορίας, η κίνησις εις τας ομάδας είναι έντονος και αι συγκεντρώσεις πολυπληθείς. Οι αρμόδιοι δηλώνουν ότι η κατάστασις βελτιούται συνεχώς και ότι ο αγών θα συνεχισθή μέχρι τέλους με πάσαν εντιμότητα.	[1180, 1326, 1364, 1489]
lottery-number: 20692	[940, 1831, 968, 1842]
article-paragraph: Συνεχίζεται η προσπάθεια των στελεχών διά την ενίσχυσιν της παρατάξεως εις τας επαρχίας της Βορείου Ελλάδος. Οι υποψήφιοι περιοδεύουν τας πόλεις και τα χωρία, ενώ αι επιτροπαί συνεδριάζουν διά την κατάρτισιν των ψηφοδελτίων. Κατά τας πληροφορίας, η κίνησις εις τας ομάδας είναι έντονος και αι συγκεντρώσεις πολυπληθείς. Οι αρμόδιοι δηλώνουν ότι η κατάστασις βελτιούται συνεχώς και ότι ο αγών θα συνεχισθή μέχρι τέλους με πάσαν εντιμότητα.	[14, 311, 415, 830]
masthead	[990, 8, 1554, 102]
lottery-number: 81885	[895, 1913, 923, 1925]
section-subhead: ΕΙΣ ΤΑ ΙΩΑΝΝΙΝΑ	[266, 1137, 368, 1149]
headline-passports: Η ΟΥΑΣΙΓΚΤΩΝ ΕΘΕΩΡΗΣΕ ΤΑ ΔΙΑΒΑΤΗΡΙΑ ΤΩΝ ΔΕΚΑ ΠΕΝΤΕ ΡΩΣΣΩΝ ΑΝΤΑΠΟΚΡΙΤΩΝ ΔΙΑ ΝΑ ΜΕΤΑΒΟΥΝ ΕΙΣ ΤΑ ΗΝΩΜΕΝΑ ΕΘΝΗ	[627, 1451, 980, 1501]
lottery-intro	[633, 1749, 780, 1994]
section-subhead: ΠΟΥ ΕΙΝΑΙ Ο ΑΜΕΡ	[1214, 586, 1330, 599]
lottery-number: 60189	[805, 1760, 833, 1772]
headline-radioactivity: ΑΝΗΣΥΧΕΙ Η ΑΥΞΗΣΙΣ ΤΗΣ ΡΑΔΙΕΝΕΡΓΕΙΑΣ	[73, 1656, 561, 1684]
hammarskjold-article-body	[627, 370, 980, 672]
lottery-row	[788, 1784, 968, 1796]
article-paragraph: Συνεχίζεται η προσπάθεια των στελεχών διά την ενίσχυσιν της παρατάξεως εις τας επαρχίας της Βορείου Ελλάδος. Οι υποψήφιοι περιοδεύουν τας πόλεις και τα χωρία, ενώ αι επιτροπαί συνεδριάζουν διά την κατάρτισιν των ψηφοδελτίων. Κατά τας πληροφορίας, η κίνησις εις τας ομάδας είναι έντονος και αι συγκεντρώσεις πολυπληθείς. Οι αρμόδιοι δηλώνουν ότι η κατάστασις βελτιούται συνεχώς και ότι ο αγών θα συνεχισθή μέχρι τέλους με πάσαν εντιμότητα.	[1373, 1819, 1556, 1981]
lead-headline-3: ΑΡΧΙΖΟΥΝ ΑΙ ΠΕΡΙΟΔΕΙΑΙ ΤΩΝ ΥΠΟΨΗΦΙΩΝ	[90, 151, 543, 222]
funeral-name: ΠΟΛΥΞΕΝΗΣ ΚΥΡΙΑΚΟΠΟΥΛΟΥ	[429, 1802, 614, 1815]
section-subhead: ΕΙΣ ΤΗΝ ΔΡΑΜΑΝ	[469, 371, 573, 384]
section-subhead: Η ΕΔΑ	[297, 569, 335, 582]
lottery-row	[788, 1902, 968, 1914]
article-paragraph: Συνεχίζεται η προσπάθεια των στελεχών διά την ενίσχυσιν της παρατάξεως εις τας επαρχίας της Βορείου Ελλάδος. Οι υποψήφιοι περιοδεύουν τας πόλεις και τα χωρία, ενώ αι επιτροπαί συνεδριάζουν διά την κατάρτισιν των ψηφοδελτίων. Κατά τας πληροφορίας, η κίνησις εις τας ομάδας είναι έντονος και αι συγκεντρώσεις πολυπληθείς. Οι αρμόδιοι δηλώνουν ότι η κατάστασις βελτιούται συνεχώς και ότι ο αγών θα συνεχισθή μέχρι τέλους με πάσαν εντιμότητα.	[808, 116, 980, 289]
section-subhead: ΜΕΓΑΣ Ο ΘΕΟΣ	[1418, 1983, 1511, 1996]
nickel-article-body	[633, 771, 974, 1036]
article-paragraph: Συνεχίζεται η προσπάθεια των στελεχών διά την ενίσχυσιν της παρατάξεως εις τας επαρχίας της Βορείου Ελλάδος. Οι υποψήφιοι περιοδεύουν τας πόλεις και τα χωρία, ενώ αι επιτροπαί συνεδριάζουν διά την κατάρτισιν των ψηφοδελτίων. Κατά τας πληροφορίας, η κίνησις εις τας ομάδας είναι έντονος και αι συγκεντρώσεις πολυπληθείς. Οι αρμόδιοι δηλώνουν ότι η κατάστασις βελτιούται συνεχώς και ότι ο αγών θα συνεχισθή μέχρι τέλους με πάσαν εντιμότητα.	[988, 1771, 1171, 1932]
article-paragraph: Συνεχίζεται η προσπάθεια των στελεχών διά την ενίσχυσιν της παρατάξεως εις τας επαρχίας της Βορείου Ελλάδος. Οι υποψήφιοι περιοδεύουν τας πόλεις και τα χωρία, ενώ αι επιτροπαί συνεδριάζουν διά την κατάρτισιν των ψηφοδελτίων. Κατά τας πληροφορίας, η κίνησις εις τας ομάδας είναι έντονος και αι συγκεντρώσεις πολυπληθείς. Οι αρμόδιοι δηλώνουν ότι η κατάστασις βελτιούται συνεχώς και ότι ο αγών θα συνεχισθή μέχρι τέλους με πάσαν εντιμότητα.	[14, 1715, 210, 1865]
radioactivity-article-body	[14, 1715, 619, 2087]
lottery-number: 19871	[940, 1819, 968, 1831]
grivas-article-body	[14, 1417, 619, 1648]
lottery-row	[788, 1914, 968, 1926]
article-paragraph: Συνεχίζεται η προσπάθεια των στελεχών διά την ενίσχυσιν της παρατάξεως εις τας επαρχίας της Βορείου Ελλάδος. Οι υποψήφιοι περιοδεύουν τας πόλεις και τα χωρία, ενώ αι επιτροπαί συνεδριάζουν διά την κατάρτισιν των ψηφοδελτίων. Κατά τας πληροφορίας, η κίνησις εις τας ομάδας είναι έντονος και αι συγκεντρώσεις πολυπληθείς. Οι αρμόδιοι δηλώνουν ότι η κατάστασις βελτιούται συνεχώς και ότι ο αγών θα συνεχισθή μέχρι τέλους με πάσαν εντιμότητα.	[1180, 602, 1364, 763]
headline-assassination: ΣΧΕΔΙΑΖΟΥΝ ΔΟΛΟΦΟΝΙΑΝ ΤΟΥ ΠΡΟΕΔΡΟΥ ΝΤΕ ΓΚΩΛ	[664, 69, 943, 109]
lottery-number: 53029	[850, 1748, 878, 1760]
headline-provinces: ΖΩΗΡΟΤΕΡΑ Η ΚΙΝΗΣΙΣ ΕΙΣ ΤΑΣ ΕΠΑΡΧΙΑΣ	[74, 847, 559, 874]
lead-article-body	[14, 311, 619, 838]
lottery-number: 24470	[850, 1842, 878, 1854]
article-paragraph: Συνεχίζεται η προσπάθεια των στελεχών διά την ενίσχυσιν της παρατάξεως εις τας επαρχίας της Βορείου Ελλάδος. Οι υποψήφιοι περιοδεύουν τας πόλεις και τα χωρία, ενώ αι επιτροπαί συνεδριάζουν διά την κατάρτισιν των ψηφοδελτίων. Κατά τας πληροφορίας, η κίνησις εις τας ομάδας είναι έντονος και αι συγκεντρώσεις πολυπληθείς. Οι αρμόδιοι δηλώνουν ότι η κατάστασις βελτιούται συνεχώς και ότι ο αγών θα συνεχισθή μέχρι τέλους με πάσαν εντιμότητα.	[1180, 1877, 1364, 2039]
article-paragraph: Συνεχίζεται η προσπάθεια των στελεχών διά την ενίσχυσιν της παρατάξεως εις τας επαρχίας της Βορείου Ελλάδος. Οι υποψήφιοι περιοδεύουν τας πόλεις και τα χωρία, ενώ αι επιτροπαί συνεδριάζουν διά την κατάρτισιν των ψηφοδελτίων. Κατά τας πληροφορίας, η κίνησις εις τας ομάδας είναι έντονος και αι συγκεντρώσεις πολυπληθείς. Οι αρμόδιοι δηλώνουν ότι η κατάστασις βελτιούται συνεχώς και ότι ο αγών θα συνεχισθή μέχρι τέλους με πάσαν εντιμότητα.	[988, 188, 1364, 840]
article-paragraph: Συνεχίζεται η προσπάθεια των στελεχών διά την ενίσχυσιν της παρατάξεως εις τας επαρχίας της Βορείου Ελλάδος. Οι υποψήφιοι περιοδεύουν τας πόλεις και τα χωρία, ενώ αι επιτροπαί συνεδριάζουν διά την κατάρτισιν των ψηφοδελτίων. Κατά τας πληροφορίας, η κίνησις εις τας ομάδας είναι έντονος και αι συγκεντρώσεις πολυπληθείς. Οι αρμόδιοι δηλώνουν ότι η κατάστασις βελτιούται συνεχώς και ότι ο αγών θα συνεχισθή μέχρι τέλους με πάσαν εντιμότητα.	[1180, 241, 1364, 403]
headline-center-union: Η ΕΝΩΣΙΣ ΚΕΝΤΡΟΥ ΣΥΝΕΧΩΣ ΕΝΙΣΧΥΕΤΑΙ	[51, 872, 582, 903]
lottery-number: 1699	[810, 1936, 833, 1948]
alexander-medallion-icon	[1006, 24, 1025, 86]
article-paragraph: Συνεχίζεται η προσπάθεια των στελεχών διά την ενίσχυσιν της παρατάξεως εις τας επαρχίας της Βορείου Ελλάδος. Οι υποψήφιοι περιοδεύουν τας πόλεις και τα χωρία, ενώ αι επιτροπαί συνεδριάζουν διά την κατάρτισιν των ψηφοδελτίων. Κατά τας πληροφορίας, η κίνησις εις τας ομάδας είναι έντονος και αι συγκεντρώσεις πολυπληθείς. Οι αρμόδιοι δηλώνουν ότι η κατάστασις βελτιούται συνεχώς και ότι ο αγών θα συνεχισθή μέχρι τέλους με πάσαν εντιμότητα.	[1180, 1146, 1364, 1308]
arrow-icon: ►►►	[14, 1417, 58, 1434]
lottery-number: 24761	[895, 1842, 923, 1854]
lottery-number: 4451	[856, 1936, 878, 1948]
article-paragraph: Συνεχίζεται η προσπάθεια των στελεχών διά την ενίσχυσιν της παρατάξεως εις τας επαρχίας της Βορείου Ελλάδος. Οι υποψήφιοι περιοδεύουν τας πόλεις και τα χωρία, ενώ αι επιτροπαί συνεδριάζουν διά την κατάρτισιν των ψηφοδελτίων. Κατά τας πληροφορίας, η κίνησις εις τας ομάδας είναι έντονος και αι συγκεντρώσεις πολυπληθείς. Οι αρμόδιοι δηλώνουν ότι η κατάστασις βελτιούται συνεχώς και ότι ο αγών θα συνεχισθή μέχρι τέλους με πάσαν εντιμότητα.	[988, 1082, 1171, 1244]
continued-text: ΣΥΝΕΧΕΙΑ	[61, 1421, 123, 1434]
lottery-row	[788, 1831, 968, 1843]
lottery-number: 43227	[940, 1866, 968, 1878]
divider	[14, 225, 619, 227]
lottery-number: 75978	[850, 1760, 878, 1772]
divider	[14, 148, 619, 150]
article-paragraph: Συνεχίζεται η προσπάθεια των στελεχών διά την ενίσχυσιν της παρατάξεως εις τας επαρχίας της Βορείου Ελλάδος. Οι υποψήφιοι περιοδεύουν τας πόλεις και τα χωρία, ενώ αι επιτροπαί συνεδριάζουν διά την κατάρτισιν των ψηφοδελτίων. Κατά τας πληροφορίας, η κίνησις εις τας ομάδας είναι έντονος και αι συγκεντρώσεις πολυπληθείς. Οι αρμόδιοι δηλώνουν ότι η κατάστασις βελτιούται συνεχώς και ότι ο αγών θα συνεχισθή μέχρι τέλους με πάσαν εντιμότητα.	[423, 1041, 619, 1192]
column-rule	[984, 10, 985, 2342]
nickel-box	[627, 676, 980, 1042]
article-paragraph: Συνεχίζεται η προσπάθεια των στελεχών διά την ενίσχυσιν της παρατάξεως εις τας επαρχίας της Βορείου Ελλάδος. Οι υποψήφιοι περιοδεύουν τας πόλεις και τα χωρία, ενώ αι επιτροπαί συνεδριάζουν διά την κατάρτισιν των ψηφοδελτίων. Κατά τας πληροφορίας, η κίνησις εις τας ομάδας είναι έντονος και αι συγκεντρώσεις πολυπληθείς. Οι αρμόδιοι δηλώνουν ότι η κατάστασις βελτιούται συνεχώς και ότι ο αγών θα συνεχισθή μέχρι τέλους με πάσαν εντιμότητα.	[988, 532, 1171, 694]
